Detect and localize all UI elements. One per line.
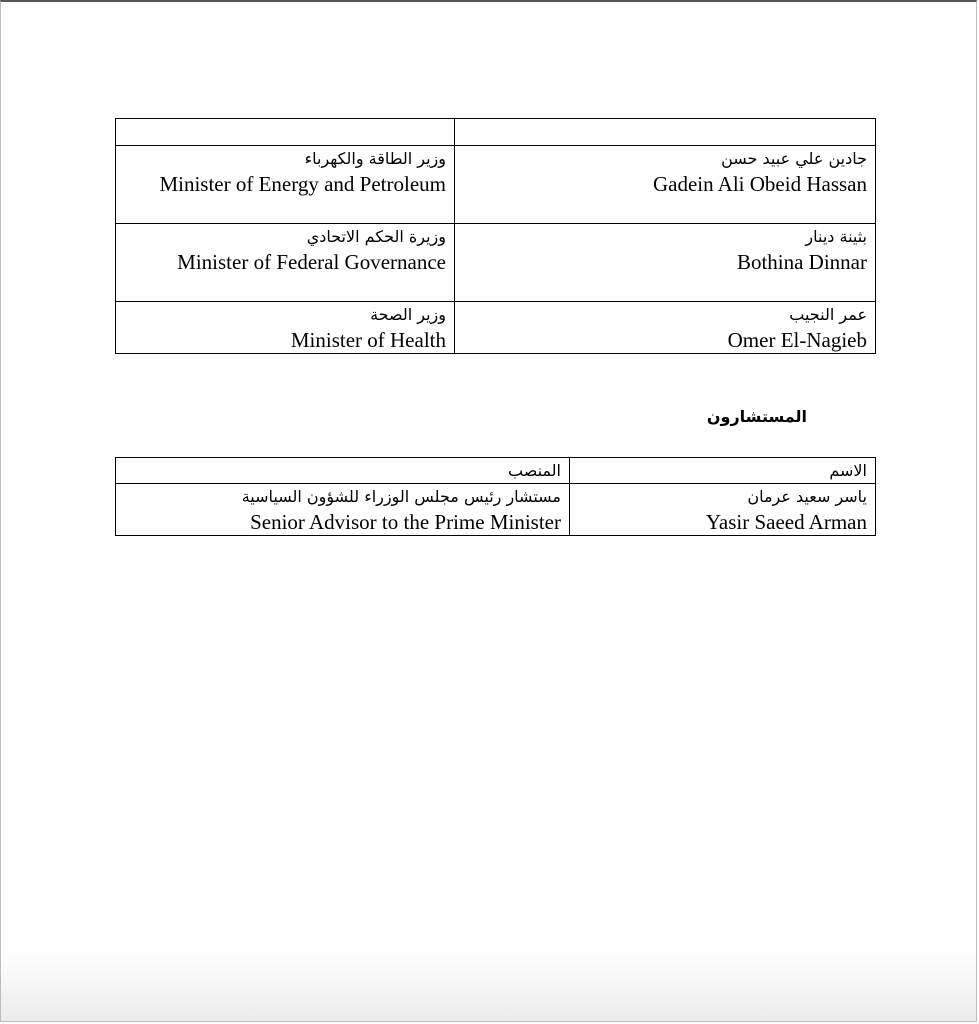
name-header-label: الاسم: [829, 461, 867, 480]
name-arabic: عمر النجيب: [789, 305, 867, 324]
role-arabic: وزير الصحة: [370, 305, 446, 324]
role-cell: [116, 146, 455, 224]
name-english: Gadein Ali Obeid Hassan: [652, 172, 867, 196]
table-row: [116, 484, 876, 536]
advisors-table: [115, 457, 876, 536]
table-row: [116, 224, 876, 302]
table-header-row: [116, 458, 876, 484]
role-cell: [116, 484, 570, 536]
page-bottom-shade: [1, 951, 976, 1021]
role-cell: [116, 302, 455, 354]
name-arabic: بثينة دينار: [805, 227, 867, 246]
name-cell: [455, 146, 876, 224]
role-cell: [116, 224, 455, 302]
name-arabic: ياسر سعيد عرمان: [747, 487, 867, 506]
ministers-table: [115, 118, 876, 354]
role-arabic: وزيرة الحكم الاتحادي: [306, 227, 446, 246]
name-english: Yasir Saeed Arman: [705, 510, 867, 534]
position-header: [116, 458, 570, 484]
table-row: [116, 302, 876, 354]
name-arabic: جادين علي عبيد حسن: [721, 149, 867, 168]
empty-cell: [116, 119, 455, 146]
role-english: Minister of Federal Governance: [177, 250, 446, 274]
empty-cell: [455, 119, 876, 146]
position-header-label: المنصب: [508, 461, 561, 480]
table-row: [116, 146, 876, 224]
role-english: Minister of Health: [290, 328, 446, 352]
role-arabic: وزير الطاقة والكهرباء: [304, 149, 446, 168]
name-cell: [570, 484, 876, 536]
name-english: Omer El-Nagieb: [727, 328, 867, 352]
name-english: Bothina Dinnar: [736, 250, 867, 274]
name-cell: [455, 302, 876, 354]
role-arabic: مستشار رئيس مجلس الوزراء للشؤون السياسية: [241, 487, 561, 506]
advisors-heading: المستشارون: [706, 407, 807, 426]
name-cell: [455, 224, 876, 302]
table-row-empty: [116, 119, 876, 146]
role-english: Minister of Energy and Petroleum: [159, 172, 446, 196]
name-header: [570, 458, 876, 484]
role-english: Senior Advisor to the Prime Minister: [250, 510, 561, 534]
